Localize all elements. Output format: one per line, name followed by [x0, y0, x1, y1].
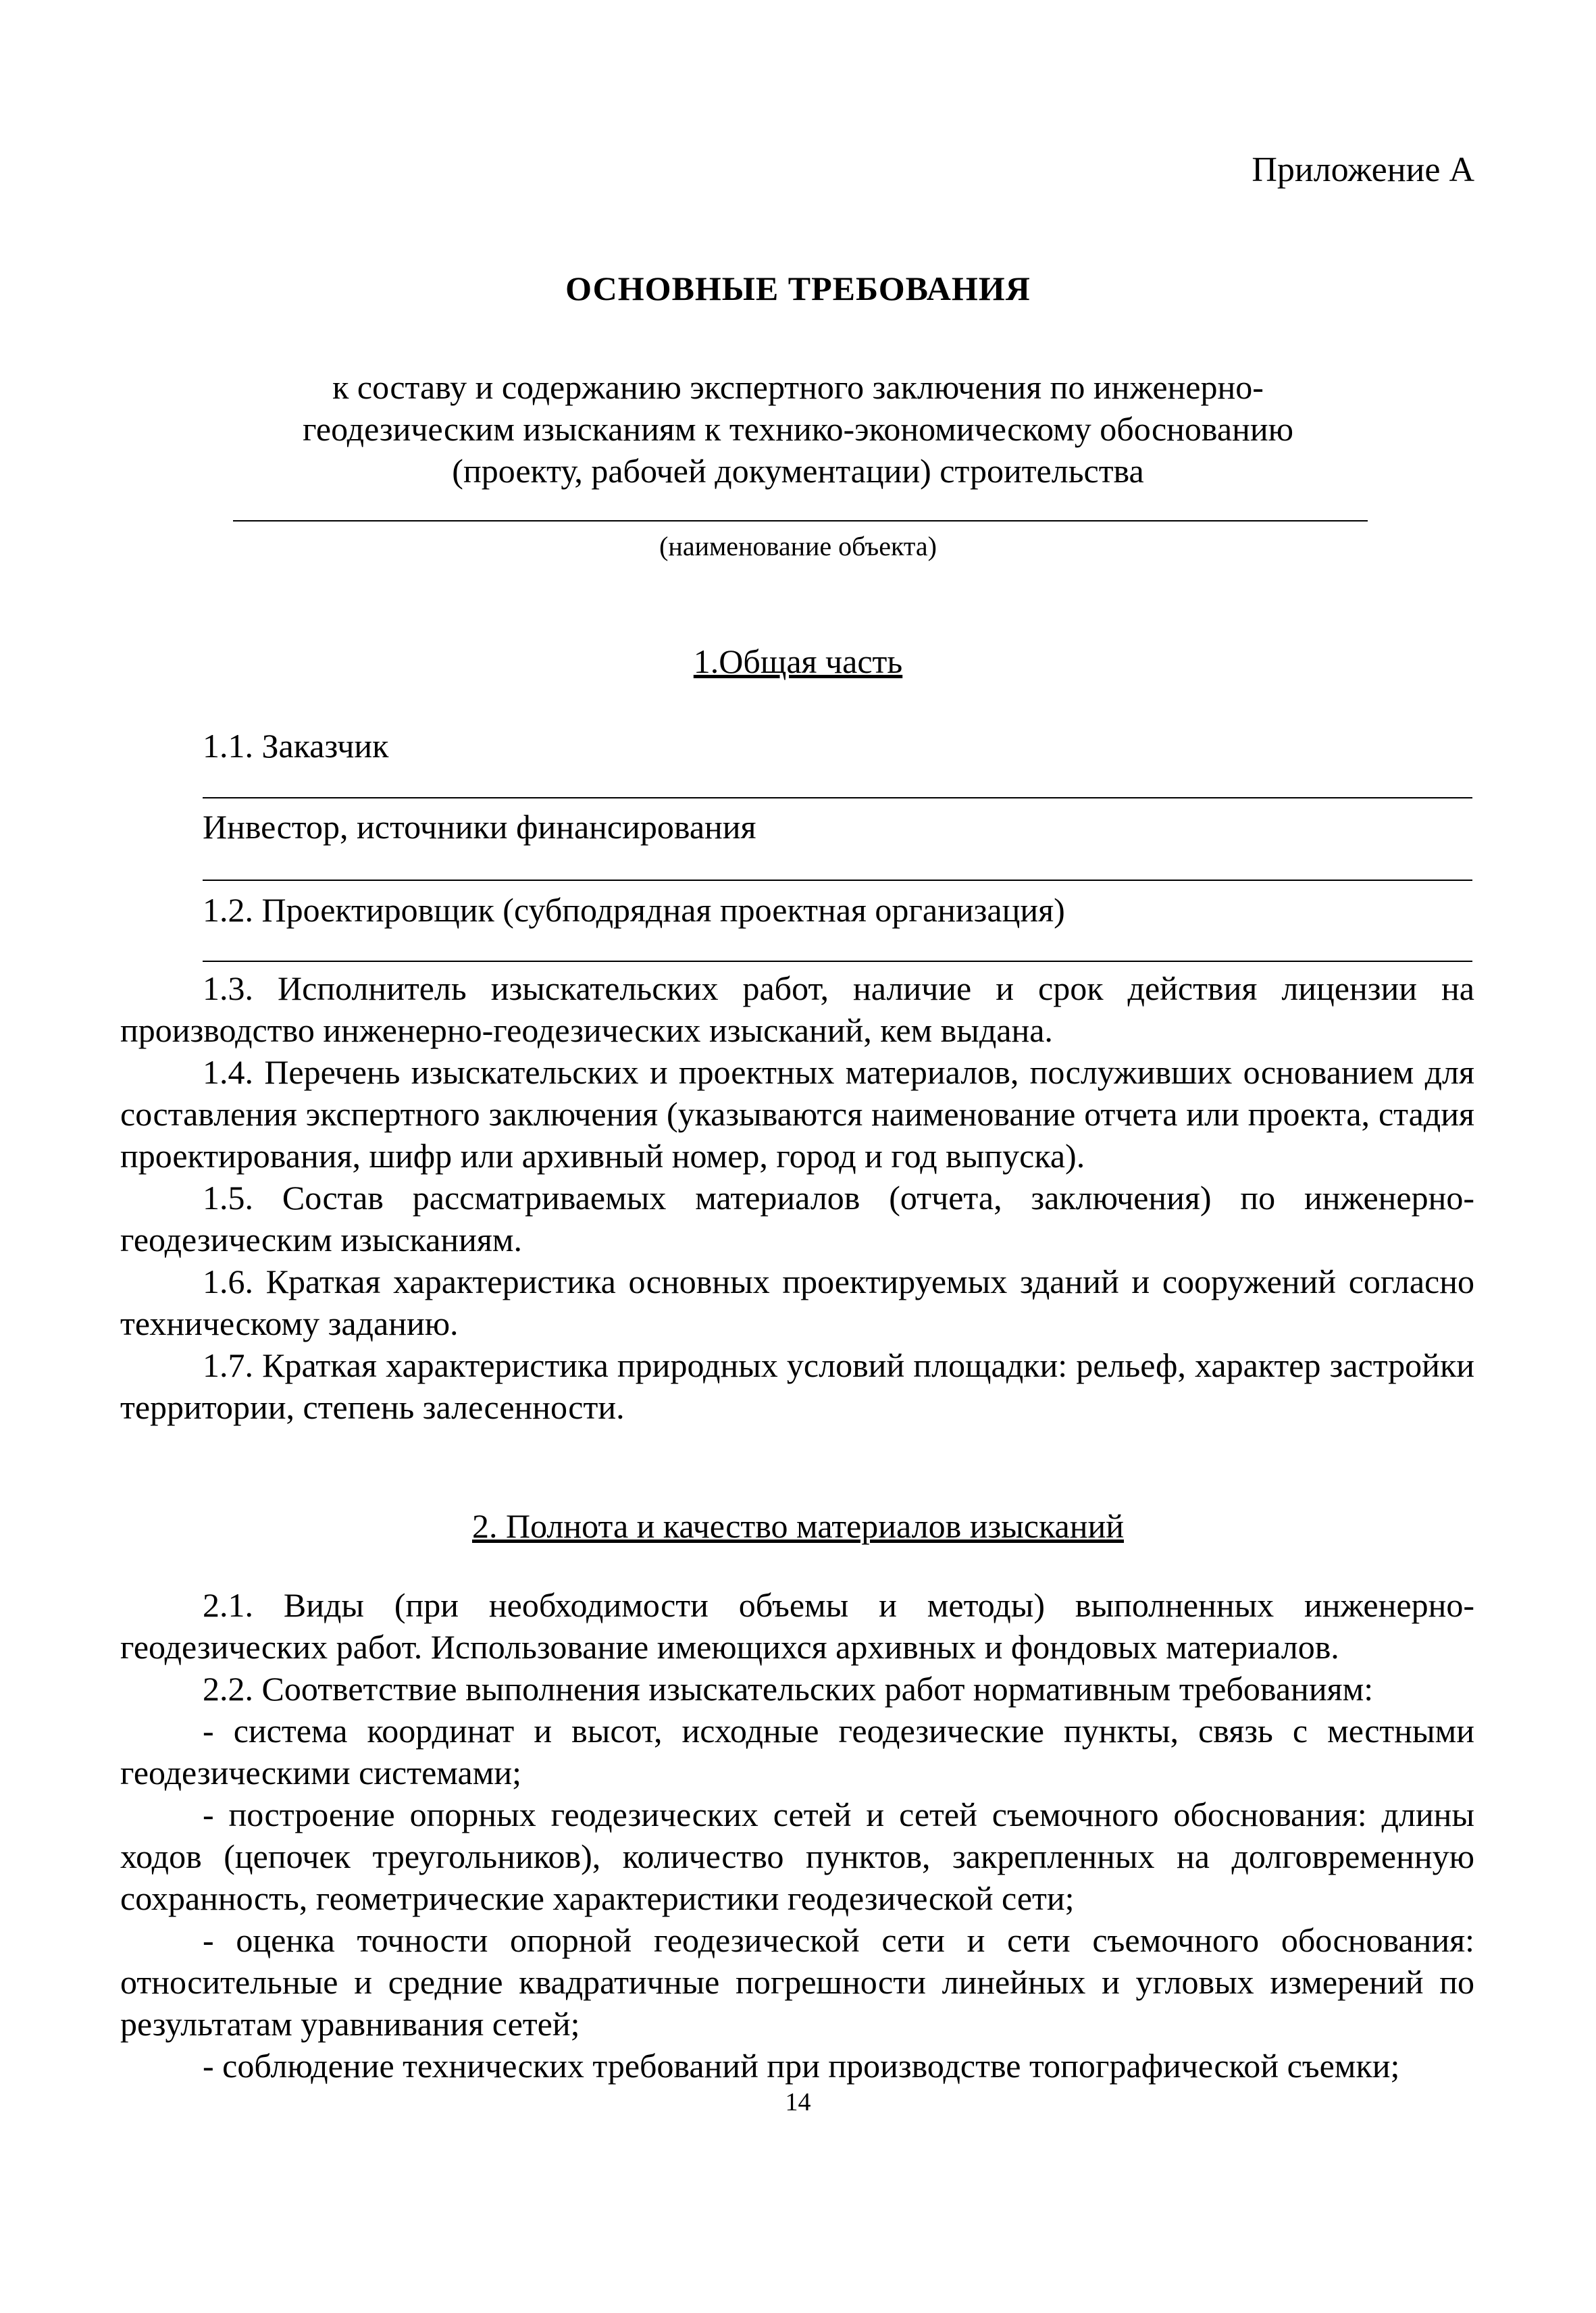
item-investor: Инвестор, источники финансирования	[203, 808, 756, 846]
list-item: - соблюдение технических требований при производстве топографической съемки;	[203, 2047, 1400, 2085]
subtitle-line: геодезическим изысканиям к технико-экономическому обоснованию	[303, 410, 1293, 448]
subtitle-line: к составу и содержанию экспертного заключения по инженерно-	[332, 368, 1264, 406]
paragraph-1-3: 1.3. Исполнитель изыскательских работ, наличие и срок действия лицензии на производство инженерно-геодезических изысканий, кем выдана.	[120, 969, 1474, 1049]
paragraph-2-2: 2.2. Соответствие выполнения изыскательских работ нормативным требованиям:	[203, 1670, 1374, 1708]
paragraph-1-4: 1.4. Перечень изыскательских и проектных материалов, послуживших основанием для составления экспертного заключения (указываются наименование отчета или проекта, стадия проектирования, шифр или архивный номер, город и год выпуска).	[120, 1053, 1474, 1175]
subtitle-line: (проекту, рабочей документации) строительства	[452, 452, 1144, 490]
customer-blank-line	[203, 797, 1472, 798]
paragraph-1-6: 1.6. Краткая характеристика основных проектируемых зданий и сооружений согласно техническому заданию.	[120, 1263, 1474, 1342]
section-2-heading: 2. Полнота и качество материалов изысканий	[471, 1507, 1124, 1545]
section-2-body	[120, 1584, 1474, 2087]
object-name-blank-line	[233, 520, 1368, 522]
appendix-label: Приложение А	[1252, 151, 1474, 189]
page-number: 14	[785, 2088, 811, 2116]
section-1-body	[120, 967, 1474, 1428]
object-name-caption: (наименование объекта)	[659, 531, 937, 561]
document-title: ОСНОВНЫЕ ТРЕБОВАНИЯ	[565, 270, 1031, 307]
list-item: - система координат и высот, исходные геодезические пункты, связь с местными геодезическими системами;	[120, 1712, 1474, 1791]
list-item: - построение опорных геодезических сетей и сетей съемочного обоснования: длины ходов (цепочек треугольников), количество пунктов, закрепленных на долговременную сохранность, геометрические характеристики геодезической сети;	[120, 1796, 1474, 1917]
item-designer: 1.2. Проектировщик (субподрядная проектная организация)	[203, 891, 1065, 929]
paragraph-2-1: 2.1. Виды (при необходимости объемы и методы) выполненных инженерно-геодезических работ. Использование имеющихся архивных и фондовых материалов.	[120, 1586, 1474, 1666]
section-1-heading: 1.Общая часть	[693, 642, 903, 680]
designer-blank-line	[203, 961, 1472, 962]
list-item: - оценка точности опорной геодезической сети и сети съемочного обоснования: относительные и средние квадратичные погрешности линейных и угловых измерений по результатам уравнивания сетей;	[120, 1921, 1474, 2043]
paragraph-1-7: 1.7. Краткая характеристика природных условий площадки: рельеф, характер застройки территории, степень залесенности.	[120, 1346, 1474, 1426]
paragraph-1-5: 1.5. Состав рассматриваемых материалов (отчета, заключения) по инженерно-геодезическим изысканиям.	[120, 1179, 1474, 1259]
document-subtitle	[0, 366, 1596, 492]
item-customer: 1.1. Заказчик	[203, 727, 389, 765]
investor-blank-line	[203, 880, 1472, 881]
